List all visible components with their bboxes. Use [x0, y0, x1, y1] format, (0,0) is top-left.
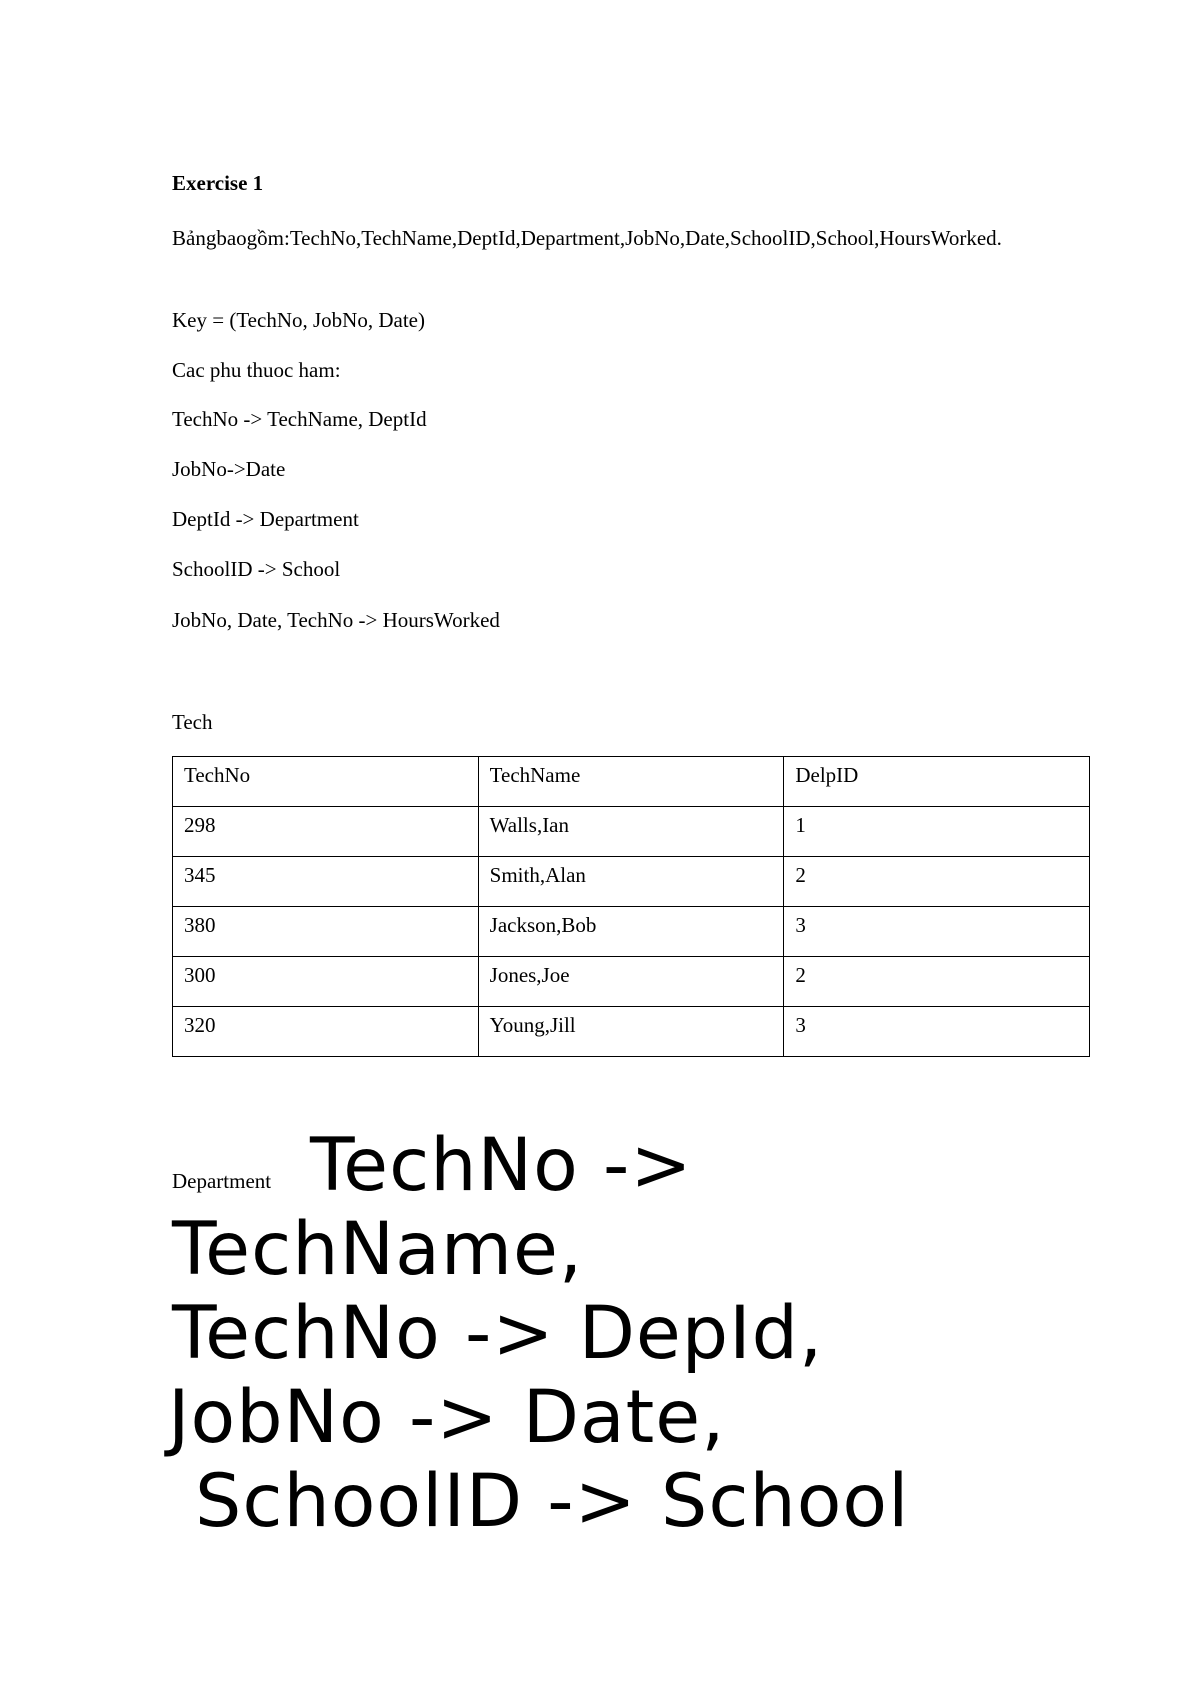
- large-fd-text: JobNo -> Date,: [168, 1375, 726, 1460]
- large-fd-text: TechNo ->: [310, 1123, 693, 1208]
- table-cell: 345: [173, 857, 479, 907]
- table-cell: Walls,Ian: [478, 807, 784, 857]
- table-cell: 298: [173, 807, 479, 857]
- column-header: TechName: [478, 757, 784, 807]
- column-header: DelpID: [784, 757, 1090, 807]
- table-cell: 2: [784, 857, 1090, 907]
- exercise-title: Exercise 1: [172, 171, 264, 195]
- table-header-row: [173, 757, 1090, 807]
- table-cell: Jones,Joe: [478, 957, 784, 1007]
- table-cell: Jackson,Bob: [478, 907, 784, 957]
- table-cell: 2: [784, 957, 1090, 1007]
- key-line: Key = (TechNo, JobNo, Date): [172, 308, 425, 332]
- table-cell: 3: [784, 907, 1090, 957]
- department-label: Department: [172, 1169, 272, 1193]
- fd-line: TechNo -> TechName, DeptId: [172, 407, 427, 431]
- table-row: [173, 807, 1090, 857]
- fd-line: DeptId -> Department: [172, 507, 359, 531]
- table-cell: 1: [784, 807, 1090, 857]
- large-fd-text: TechName,: [172, 1207, 584, 1292]
- table-cell: Young,Jill: [478, 1007, 784, 1057]
- large-fd-text: SchoolID -> School: [195, 1459, 910, 1544]
- table-description: Bảngbaogồm:TechNo,TechName,DeptId,Department,JobNo,Date,SchoolID,School,HoursWorked.: [172, 226, 1002, 250]
- large-fd-text: TechNo -> DepId,: [172, 1291, 824, 1376]
- fd-line: JobNo, Date, TechNo -> HoursWorked: [172, 608, 500, 632]
- table-row: [173, 1007, 1090, 1057]
- fd-line: JobNo->Date: [172, 457, 286, 481]
- table-cell: 3: [784, 1007, 1090, 1057]
- table-cell: 300: [173, 957, 479, 1007]
- column-header: TechNo: [173, 757, 479, 807]
- table-cell: 380: [173, 907, 479, 957]
- tech-table-label: Tech: [172, 710, 213, 734]
- table-row: [173, 957, 1090, 1007]
- tech-table: [172, 756, 1090, 1057]
- fd-heading: Cac phu thuoc ham:: [172, 358, 341, 382]
- table-cell: Smith,Alan: [478, 857, 784, 907]
- table-row: [173, 857, 1090, 907]
- table-row: [173, 907, 1090, 957]
- fd-line: SchoolID -> School: [172, 557, 341, 581]
- table-cell: 320: [173, 1007, 479, 1057]
